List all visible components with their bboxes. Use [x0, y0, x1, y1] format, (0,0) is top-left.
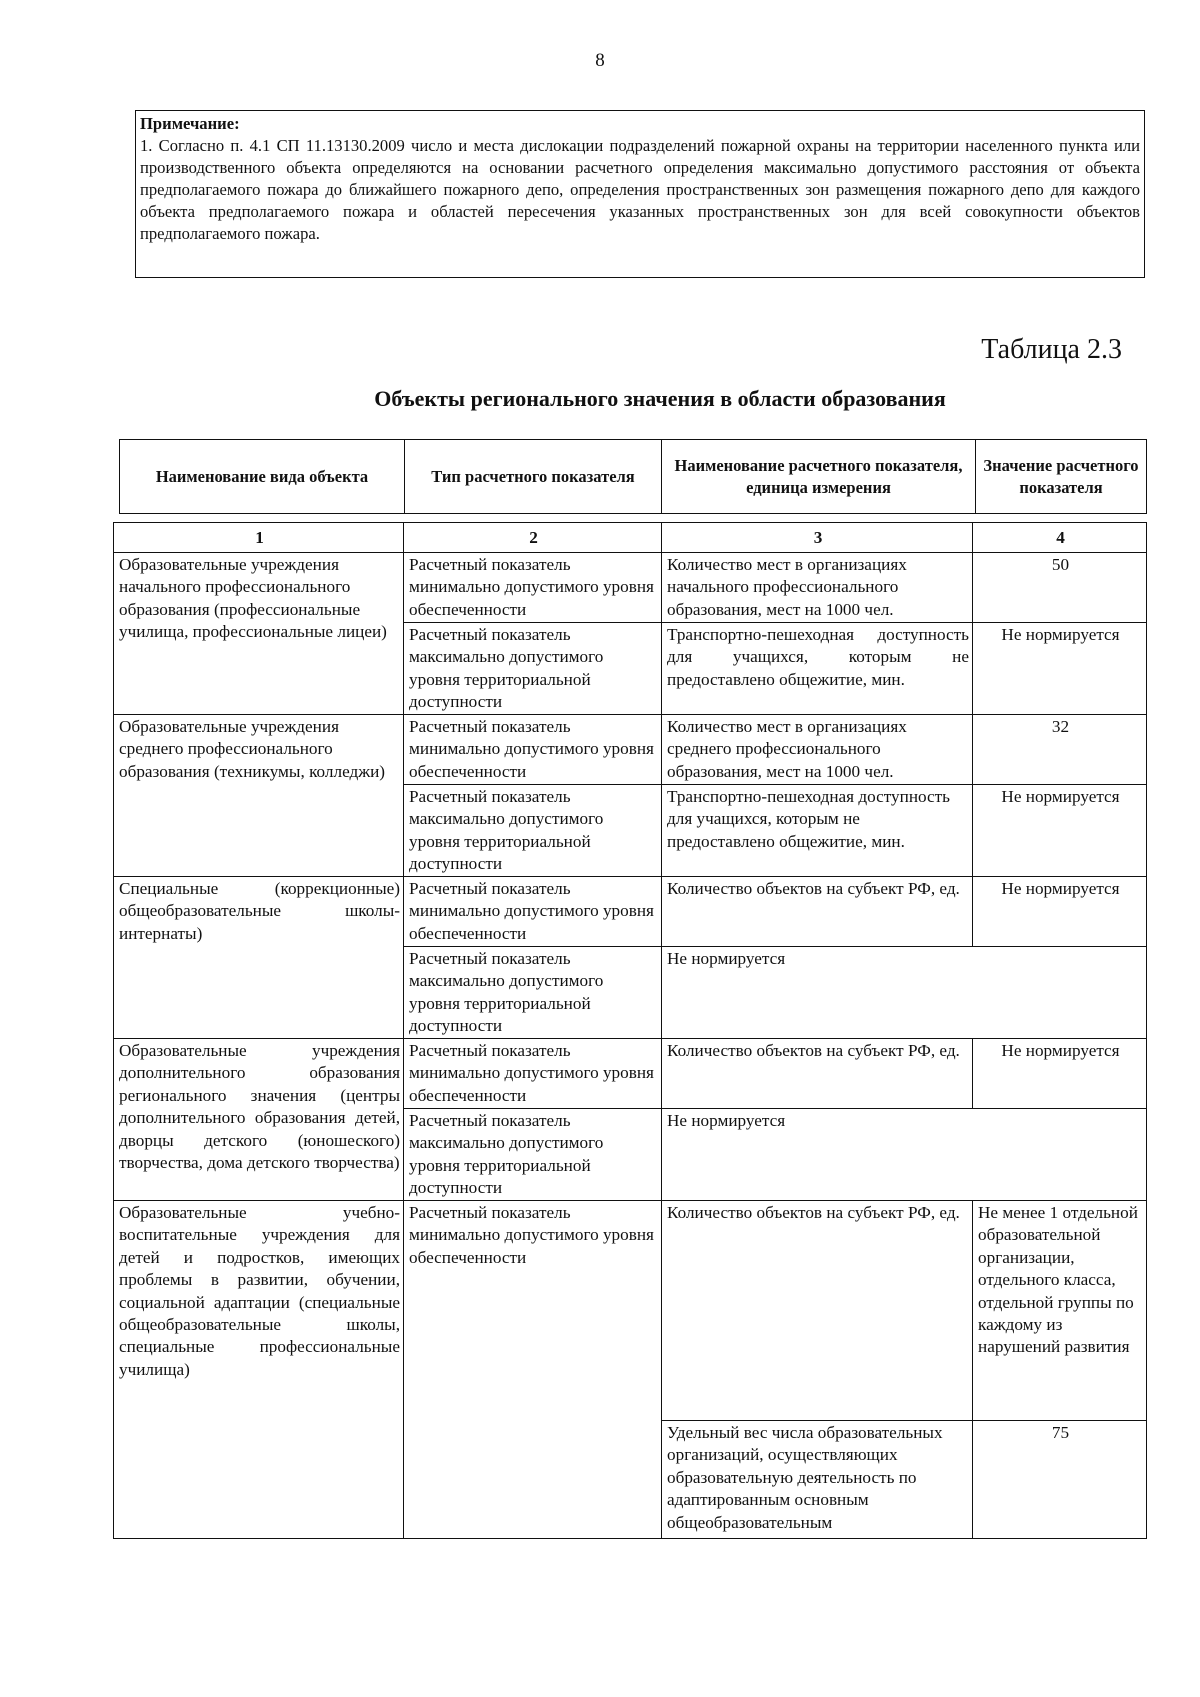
table-row — [114, 877, 1147, 947]
header-cell: Значение расчетного показателя — [976, 440, 1147, 514]
header-cell: Наименование вида объекта — [120, 440, 405, 514]
object-name: Образовательные учреждения среднего профессионального образования (техникумы, колледжи) — [114, 715, 404, 877]
indicator-value: Не нормируется — [973, 877, 1147, 947]
indicator-type: Расчетный показатель минимально допустимого уровня обеспеченности — [404, 553, 662, 623]
indicator-value: 32 — [973, 715, 1147, 785]
table-row — [114, 553, 1147, 623]
header-cell: Наименование расчетного показателя, единица измерения — [662, 440, 976, 514]
column-number: 2 — [404, 523, 662, 553]
indicator-value: Не нормируется — [973, 785, 1147, 877]
indicator-name: Количество объектов на субъект РФ, ед. — [662, 1039, 973, 1109]
table-row — [114, 715, 1147, 785]
indicator-type: Расчетный показатель минимально допустимого уровня обеспеченности — [404, 1039, 662, 1109]
column-number: 4 — [973, 523, 1147, 553]
column-number: 1 — [114, 523, 404, 553]
indicator-type: Расчетный показатель максимально допустимого уровня территориальной доступности — [404, 785, 662, 877]
indicator-type: Расчетный показатель максимально допустимого уровня территориальной доступности — [404, 947, 662, 1039]
note-title: Примечание: — [140, 114, 240, 133]
table-row — [114, 1201, 1147, 1421]
table-title: Объекты регионального значения в области образования — [374, 386, 946, 411]
indicator-name: Не нормируется — [662, 947, 1147, 1039]
object-name: Специальные (коррекционные) общеобразовательные школы-интернаты) — [114, 877, 404, 1039]
indicator-value: 75 — [973, 1421, 1147, 1539]
indicator-name: Удельный вес числа образовательных организаций, осуществляющих образовательную деятельность по адаптированным основным общеобразовательным — [662, 1421, 973, 1539]
indicator-name: Количество мест в организациях начального профессионального образования, мест на 1000 чел. — [662, 553, 973, 623]
table-row — [114, 1039, 1147, 1109]
indicator-type: Расчетный показатель минимально допустимого уровня обеспеченности — [404, 877, 662, 947]
indicator-value: 50 — [973, 553, 1147, 623]
indicator-name: Количество объектов на субъект РФ, ед. — [662, 1201, 973, 1421]
indicator-type: Расчетный показатель максимально допустимого уровня территориальной доступности — [404, 1109, 662, 1201]
header-cell: Тип расчетного показателя — [405, 440, 662, 514]
indicator-type: Расчетный показатель минимально допустимого уровня обеспеченности — [404, 1201, 662, 1539]
page-number: 8 — [595, 50, 605, 71]
object-name: Образовательные учреждения начального профессионального образования (профессиональные училища, профессиональные лицеи) — [114, 553, 404, 715]
indicator-value: Не менее 1 отдельной образовательной организации, отдельного класса, отдельной группы по каждому из нарушений развития — [973, 1201, 1147, 1421]
indicator-name: Транспортно-пешеходная доступность для учащихся, которым не предоставлено общежитие, мин. — [662, 623, 973, 715]
object-name: Образовательные учебно-воспитательные учреждения для детей и подростков, имеющих проблемы в развитии, обучении, социальной адаптации (специальные общеобразовательные школы, специальные профессиональные училища) — [114, 1201, 404, 1539]
indicator-name: Не нормируется — [662, 1109, 1147, 1201]
table-label: Таблица 2.3 — [981, 334, 1122, 365]
column-number: 3 — [662, 523, 973, 553]
indicator-value: Не нормируется — [973, 623, 1147, 715]
object-name: Образовательные учреждения дополнительного образования регионального значения (центры дополнительного образования детей, дворцы детского (юношеского) творчества, дома детского творчества) — [114, 1039, 404, 1201]
indicator-name: Количество мест в организациях среднего профессионального образования, мест на 1000 чел. — [662, 715, 973, 785]
objects-table — [113, 522, 1147, 1539]
header-table — [119, 439, 1147, 514]
note-text: 1. Согласно п. 4.1 СП 11.13130.2009 число и места дислокации подразделений пожарной охраны на территории населенного пункта или производственного объекта определяются на основании расчетного определения максимально допустимого расстояния от объекта предполагаемого пожара до ближайшего пожарного депо, определения пространственных зон размещения пожарного депо для каждого объекта предполагаемого пожара и областей пересечения указанных пространственных зон для всей совокупности объектов предполагаемого пожара. — [140, 136, 1140, 243]
indicator-name: Транспортно-пешеходная доступность для учащихся, которым не предоставлено общежитие, мин. — [662, 785, 973, 877]
indicator-type: Расчетный показатель минимально допустимого уровня обеспеченности — [404, 715, 662, 785]
note-box — [135, 110, 1145, 278]
indicator-type: Расчетный показатель максимально допустимого уровня территориальной доступности — [404, 623, 662, 715]
indicator-value: Не нормируется — [973, 1039, 1147, 1109]
indicator-name: Количество объектов на субъект РФ, ед. — [662, 877, 973, 947]
column-numbers-row — [114, 523, 1147, 553]
